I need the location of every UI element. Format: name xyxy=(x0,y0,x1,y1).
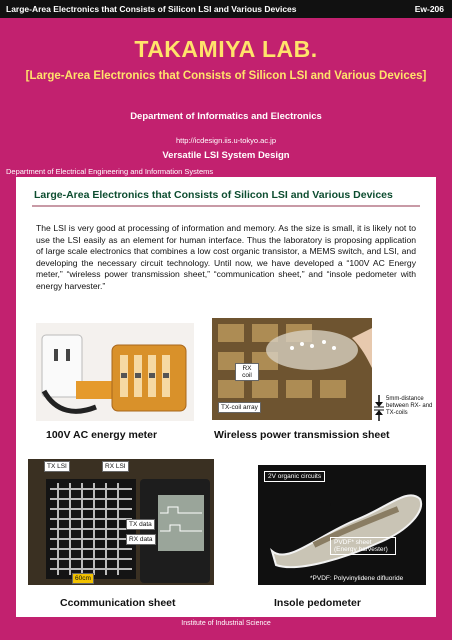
communication-sheet-photo xyxy=(28,459,214,585)
communication-sheet-illustration xyxy=(28,459,214,585)
distance-note: 5mm-distance between RX- and TX-coils xyxy=(386,396,433,416)
tx-lsi-label: TX LSI xyxy=(44,461,70,472)
content-panel xyxy=(16,177,436,617)
length-22cm-label: 22cm xyxy=(320,501,336,508)
institute-footer: Institute of Industrial Science xyxy=(181,620,271,627)
energy-meter-illustration xyxy=(36,323,194,421)
rx-data-label: RX data xyxy=(126,534,156,545)
size-60cm-label: 60cm xyxy=(72,573,94,584)
tx-coil-array-label: TX-coil array xyxy=(218,402,261,413)
energy-meter-photo xyxy=(36,323,194,421)
tx-data-label: TX data xyxy=(126,519,155,530)
lab-url-link[interactable]: http://icdesign.iis.u-tokyo.ac.jp xyxy=(175,136,277,145)
header-title: Large-Area Electronics that Consists of Silicon LSI and Various Devices xyxy=(6,4,297,14)
rx-coil-label: RX coil xyxy=(235,363,259,381)
department: Department of Informatics and Electronics xyxy=(130,111,322,122)
pvdf-sheet-label: PVDF* sheet (Energy harvester) xyxy=(330,537,396,555)
top-bar xyxy=(0,0,452,18)
organic-circuits-label: 2V organic circuits xyxy=(264,471,325,482)
lab-subtitle: [Large-Area Electronics that Consists of Silicon LSI and Various Devices] xyxy=(25,70,427,82)
description-paragraph: The LSI is very good at processing of information and memory. As the size is small, it is likely not to use the LSI easily as an element for human interface. Thus the laboratory is proposing application of large scale electronics that combines a low cost organic transistor, a MEMS switch, and LSI, and developing the necessary circuit technology. Until now, we have developed a “100V AC Energy meter,” “wireless power transmission sheet,” “communication sheet,” and “insole pedometer with energy harvester.” xyxy=(36,223,416,291)
figure-caption-2: Wireless power transmission sheet xyxy=(214,429,390,441)
figure-caption-3: Ccommunication sheet xyxy=(60,597,176,609)
figure-caption-1: 100V AC energy meter xyxy=(46,429,158,441)
distance-arrow-icon xyxy=(372,395,386,421)
pvdf-footnote: *PVDF: Polyvinylidene difluoride xyxy=(310,575,404,582)
rx-lsi-label: RX LSI xyxy=(102,461,129,472)
lab-name: TAKAMIYA LAB. xyxy=(134,36,318,62)
insole-illustration xyxy=(258,465,426,585)
insole-pedometer-photo xyxy=(258,465,426,585)
group-name: Versatile LSI System Design xyxy=(162,150,290,161)
header-code: Ew-206 xyxy=(414,4,444,14)
section-divider xyxy=(32,205,420,207)
section-title: Large-Area Electronics that Consists of Silicon LSI and Various Devices xyxy=(34,189,393,201)
figure-caption-4: Insole pedometer xyxy=(274,597,361,609)
department-ee: Department of Electrical Engineering and Information Systems xyxy=(6,167,214,176)
